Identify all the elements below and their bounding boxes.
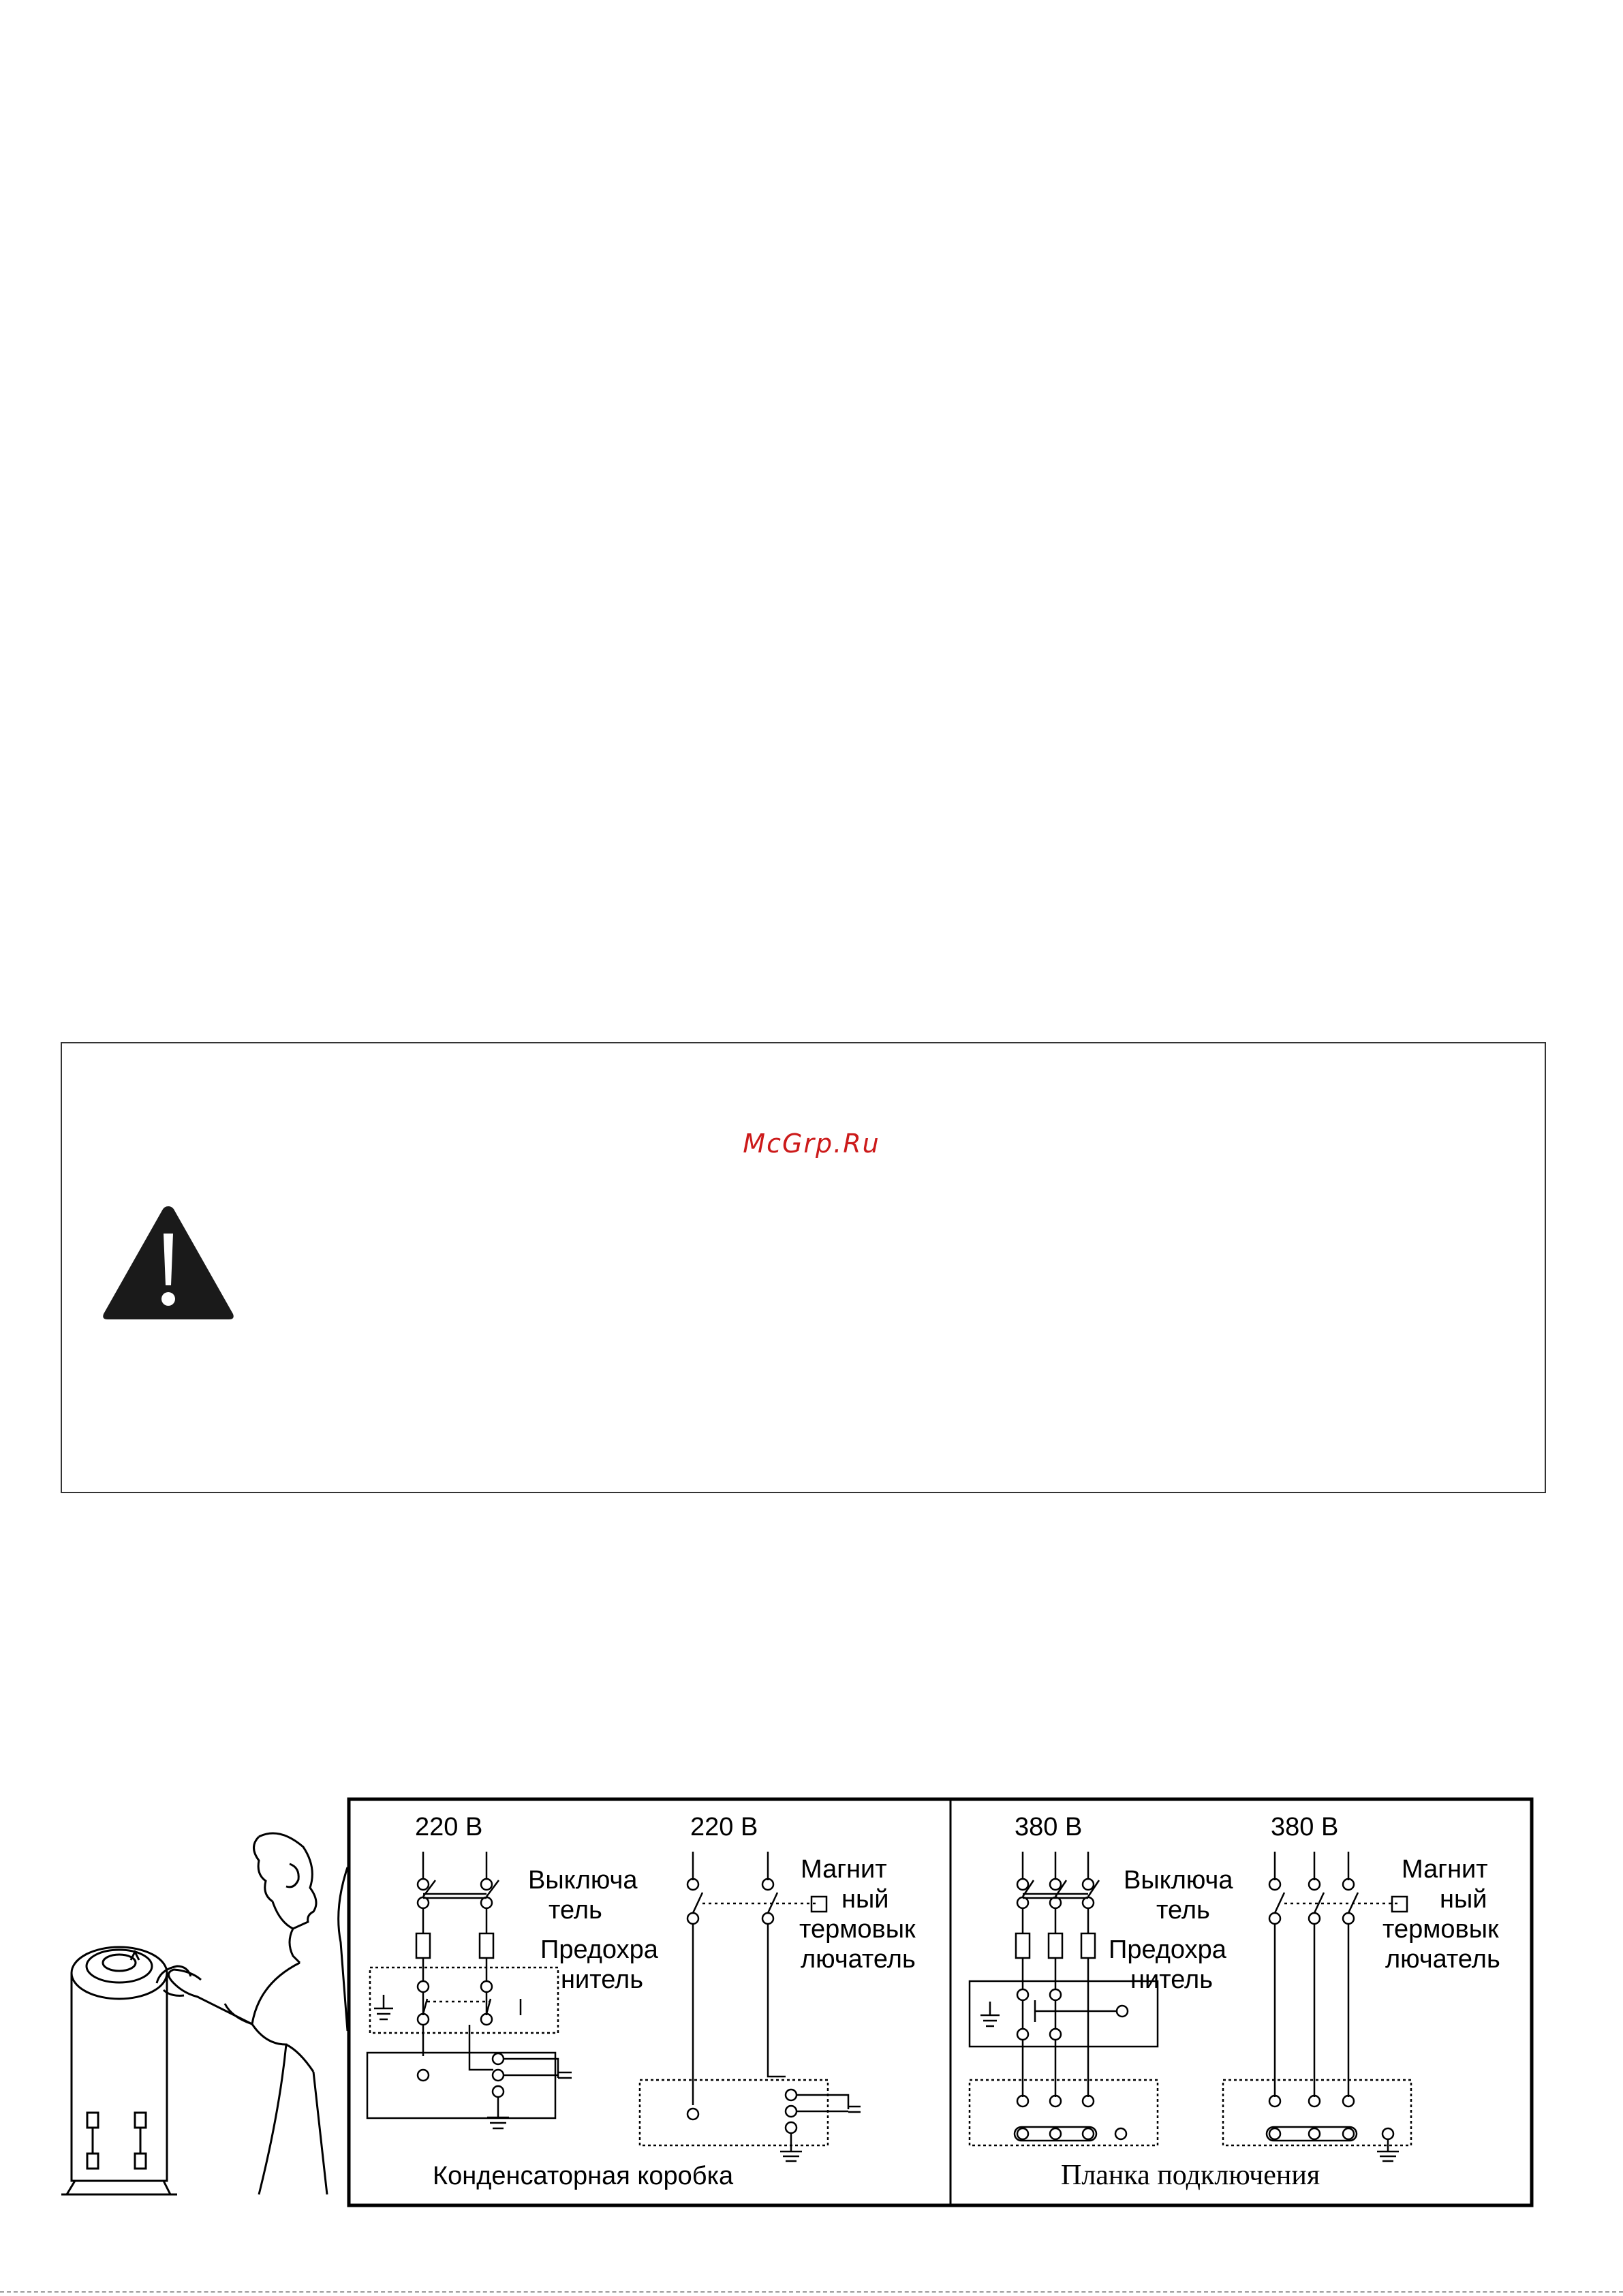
single-phase-thermal-label-3: термовык [799,1915,916,1944]
three-phase-fuse-label-1: Предохра [1109,1935,1226,1964]
three-phase-switch-voltage: 380 В [1015,1813,1083,1841]
single-phase-thermal-label-4: лючатель [801,1945,916,1974]
three-phase-caption: Планка подключения [1061,2160,1320,2191]
single-phase-fuse-label-1: Предохра [540,1935,658,1964]
three-phase-thermal-label-2: ный [1440,1885,1487,1914]
motor-inspection-illustration [55,1826,347,2208]
page-bottom-rule [0,2291,1623,2293]
single-phase-switch-label-1: Выключа [528,1866,638,1895]
three-phase-thermal-voltage: 380 В [1271,1813,1339,1841]
single-phase-thermal-voltage: 220 В [690,1813,758,1841]
single-phase-switch-voltage: 220 В [415,1813,483,1841]
warning-box [61,1042,1546,1493]
watermark: McGrp.Ru [743,1129,880,1159]
single-phase-thermal-label-2: ный [841,1885,889,1914]
single-phase-switch-label-2: тель [548,1896,602,1925]
three-phase-fuse-label-2: нитель [1130,1965,1214,1994]
three-phase-thermal-label-3: термовык [1382,1915,1499,1944]
single-phase-thermal-label-1: Магнит [801,1855,887,1884]
three-phase-thermal-label-4: лючатель [1385,1945,1500,1974]
single-phase-fuse-label-2: нитель [561,1965,644,1994]
three-phase-switch-label-2: тель [1156,1896,1210,1925]
wiring-diagram [347,1797,1534,2207]
three-phase-switch-label-1: Выключа [1124,1866,1233,1895]
single-phase-caption: Конденсаторная коробка [433,2162,734,2190]
warning-triangle-icon [99,1202,237,1323]
three-phase-thermal-label-1: Магнит [1402,1855,1488,1884]
